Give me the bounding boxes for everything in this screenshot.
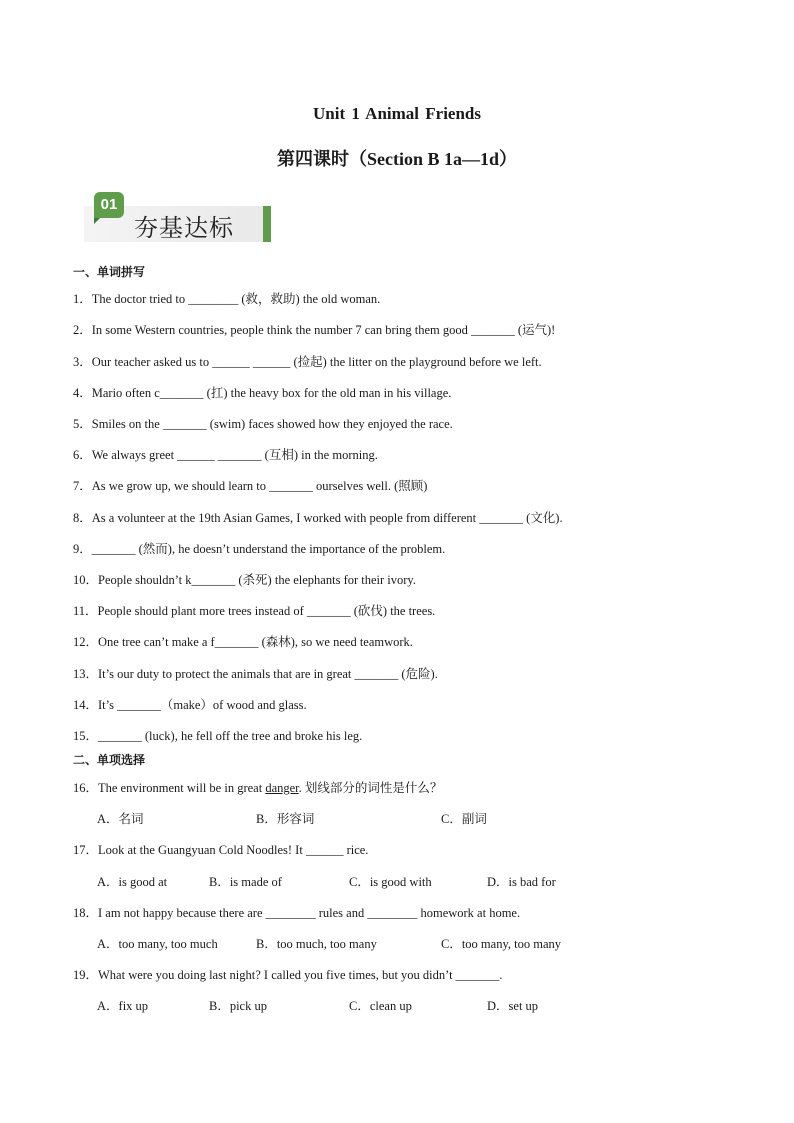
section-banner [84, 190, 272, 244]
option-17-a: A．is good at [97, 875, 168, 889]
question-14: 14．It’s _______（make）of wood and glass. [73, 698, 307, 712]
banner-accent-bar [263, 206, 271, 242]
question-3: 3．Our teacher asked us to ______ ______ (捡起) the litter on the playground before we left. [73, 355, 542, 369]
question-11: 11．People should plant more trees instead of _______ (砍伐) the trees. [73, 604, 436, 618]
option-18-c: C．too many, too many [441, 937, 562, 951]
question-15: 15．_______ (luck), he fell off the tree and broke his leg. [73, 729, 363, 743]
option-18-b: B．too much, too many [256, 937, 377, 951]
section-heading-choice: 二、单项选择 [73, 753, 146, 767]
question-18: 18．I am not happy because there are ________ rules and ________ homework at home. [73, 906, 521, 920]
option-17-b: B．is made of [209, 875, 282, 889]
option-17-d: D．is bad for [487, 875, 556, 889]
worksheet-title: Unit 1 Animal Friends [313, 104, 481, 123]
banner-number-badge: 01 [94, 192, 124, 218]
question-9: 9．_______ (然而), he doesn’t understand the importance of the problem. [73, 542, 446, 556]
question-12: 12．One tree can’t make a f_______ (森林), so we need teamwork. [73, 635, 413, 649]
banner-label: 夯基达标 [134, 214, 234, 242]
section-heading-spelling: 一、单词拼写 [73, 265, 146, 279]
question-5: 5．Smiles on the _______ (swim) faces showed how they enjoyed the race. [73, 417, 453, 431]
option-16-c: C．副词 [441, 812, 487, 826]
question-16-prompt: . 划线部分的词性是什么？ [298, 781, 443, 795]
question-13: 13．It’s our duty to protect the animals that are in great _______ (危险). [73, 667, 438, 681]
option-19-d: D．set up [487, 999, 539, 1013]
question-7: 7．As we grow up, we should learn to _______ ourselves well. (照顾) [73, 479, 428, 493]
question-6: 6．We always greet ______ _______ (互相) in the morning. [73, 448, 378, 462]
option-19-b: B．pick up [209, 999, 267, 1013]
option-17-c: C．is good with [349, 875, 432, 889]
question-19: 19．What were you doing last night? I called you five times, but you didn’t _______. [73, 968, 503, 982]
option-18-a: A．too many, too much [97, 937, 218, 951]
question-16 [73, 778, 442, 796]
question-17: 17．Look at the Guangyuan Cold Noodles! It ______ rice. [73, 843, 369, 857]
question-8: 8．As a volunteer at the 19th Asian Games, I worked with people from different _______ (文化). [73, 511, 563, 525]
lesson-subtitle: 第四课时（Section B 1a—1d） [276, 149, 517, 169]
option-19-c: C．clean up [349, 999, 412, 1013]
question-2: 2．In some Western countries, people think the number 7 can bring them good _______ (运气)! [73, 323, 556, 337]
option-16-b: B．形容词 [256, 812, 315, 826]
underlined-word: danger [265, 781, 299, 795]
option-19-a: A．fix up [97, 999, 149, 1013]
question-16-text: 16．The environment will be in great [73, 781, 266, 795]
option-16-a: A．名词 [97, 812, 144, 826]
question-10: 10．People shouldn’t k_______ (杀死) the elephants for their ivory. [73, 573, 416, 587]
question-1: 1．The doctor tried to ________ (救，救助) the old woman. [73, 292, 381, 306]
question-4: 4．Mario often c_______ (扛) the heavy box for the old man in his village. [73, 386, 452, 400]
